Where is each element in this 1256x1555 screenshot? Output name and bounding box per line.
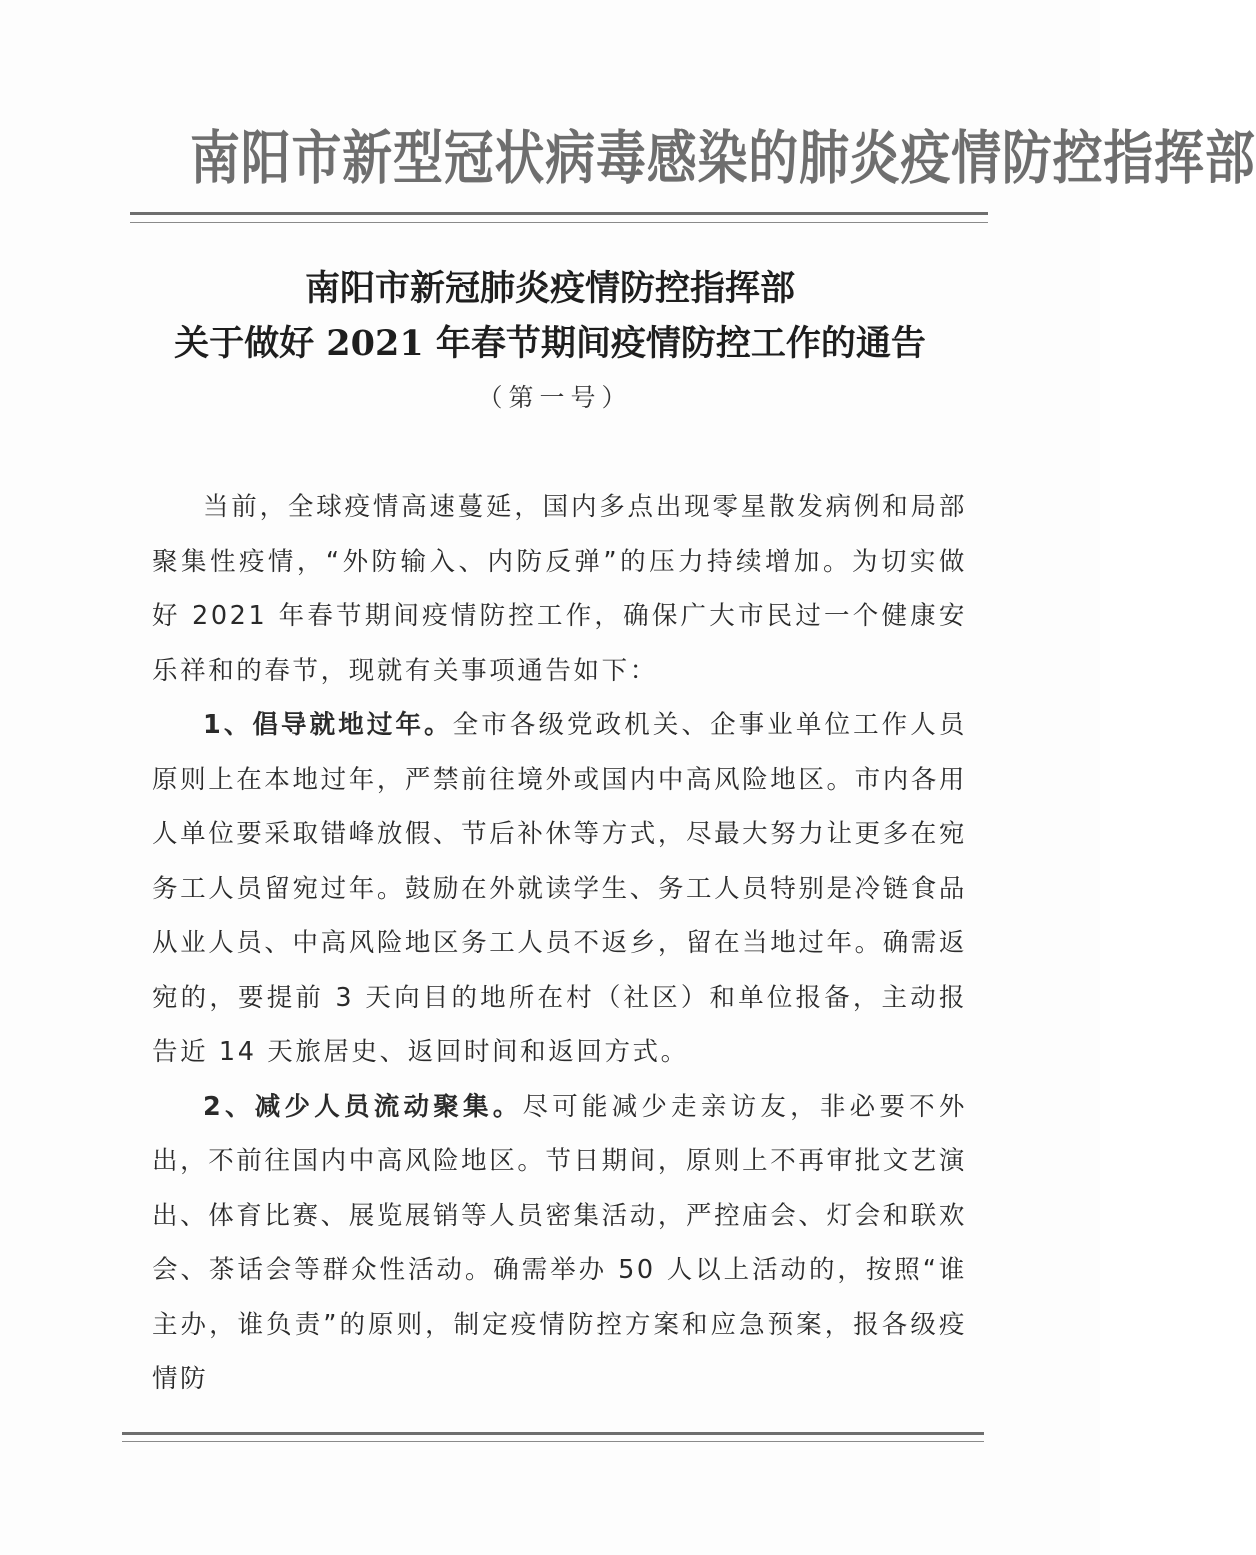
footer-divider-thick [122, 1432, 984, 1435]
document-title-line-2: 关于做好 2021 年春节期间疫情防控工作的通告 [174, 323, 926, 364]
document-body [152, 480, 967, 1407]
item-2-heading: 2、减少人员流动聚集。 [203, 1091, 523, 1122]
item-2-text: 尽可能减少走亲访友，非必要不外出，不前往国内中高风险地区。节日期间，原则上不再审批文艺演出、体育比赛、展览展销等人员密集活动，严控庙会、灯会和联欢会、茶话会等群众性活动。确需举办 50 人以上活动的，按照“谁主办，谁负责”的原则，制定疫情防控方案和应急预案，报各级疫情防 [152, 1091, 967, 1394]
document-number: （第一号） [477, 383, 633, 412]
organization-header: 南阳市新型冠状病毒感染的肺炎疫情防控指挥部 [190, 124, 1256, 192]
intro-paragraph: 当前，全球疫情高速蔓延，国内多点出现零星散发病例和局部聚集性疫情，“外防输入、内防反弹”的压力持续增加。为切实做好 2021 年春节期间疫情防控工作，确保广大市民过一个健康安乐祥和的春节，现就有关事项通告如下： [152, 492, 967, 686]
header-divider-thin [130, 222, 988, 223]
item-1-text: 全市各级党政机关、企事业单位工作人员原则上在本地过年，严禁前往境外或国内中高风险地区。市内各用人单位要采取错峰放假、节后补休等方式，尽最大努力让更多在宛务工人员留宛过年。鼓励在外就读学生、务工人员特别是冷链食品从业人员、中高风险地区务工人员不返乡，留在当地过年。确需返宛的，要提前 3 天向目的地所在村（社区）和单位报备，主动报告近 14 天旅居史、返回时间和返回方式。 [152, 710, 967, 1067]
footer-divider-thin [122, 1441, 984, 1442]
item-1-heading: 1、倡导就地过年。 [203, 710, 453, 740]
item-1-paragraph [152, 698, 967, 1080]
item-2-paragraph [152, 1080, 967, 1407]
document-title-line-1: 南阳市新冠肺炎疫情防控指挥部 [304, 268, 795, 309]
header-divider-thick [130, 212, 988, 215]
